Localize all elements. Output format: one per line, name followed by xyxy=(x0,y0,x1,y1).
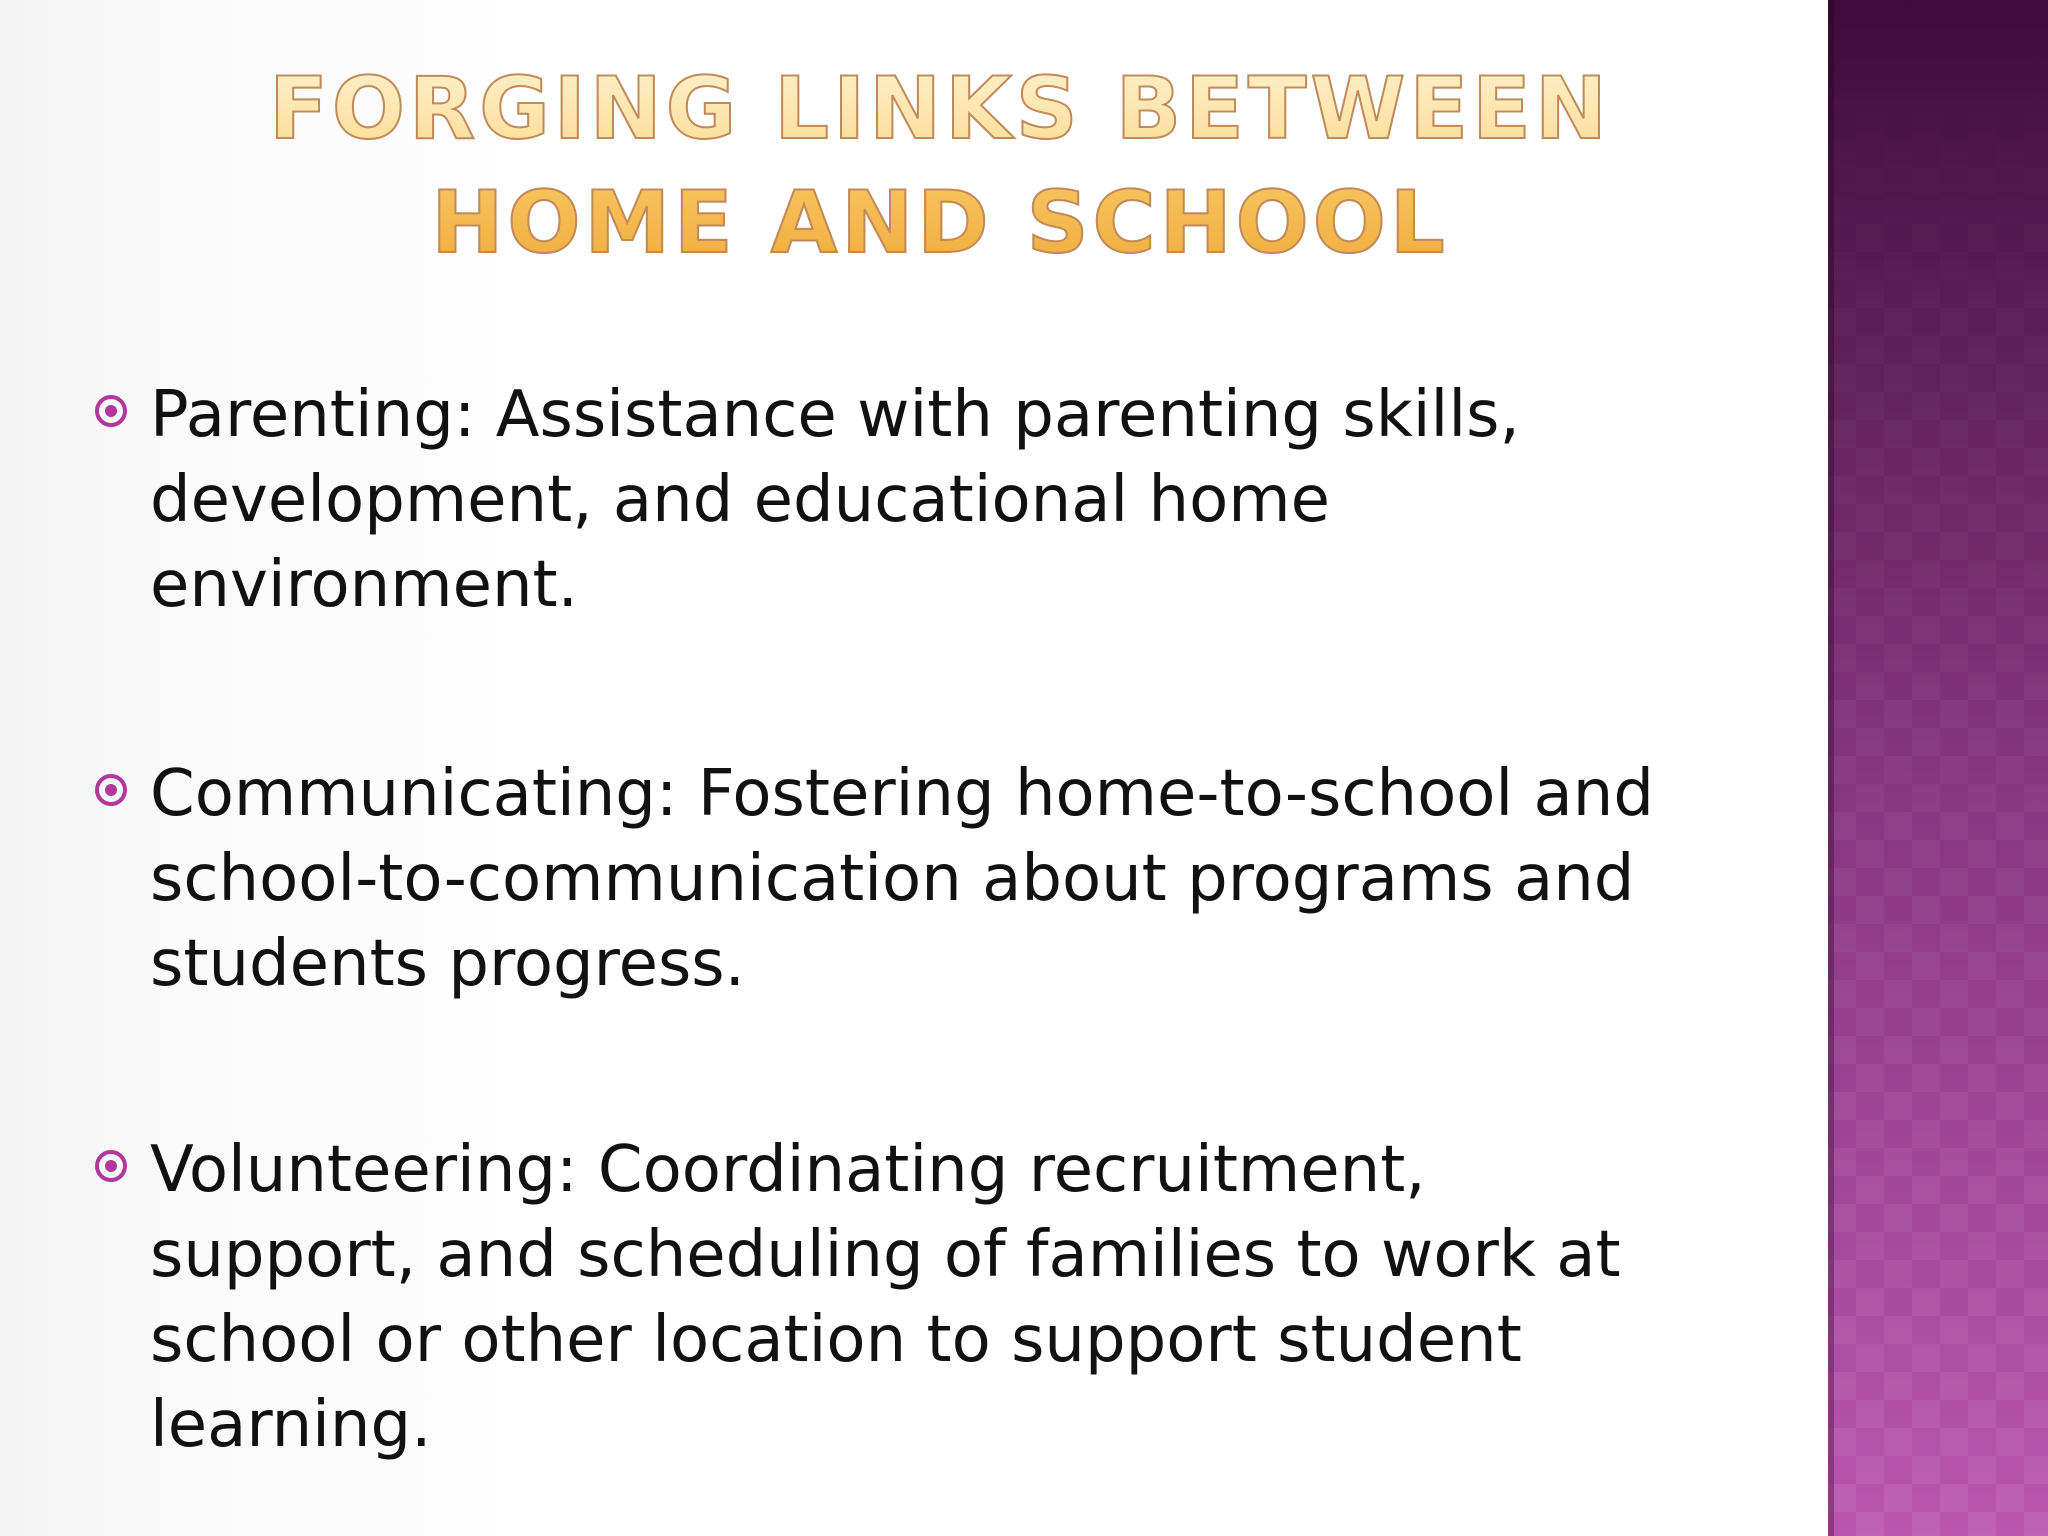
bullet-circle-icon xyxy=(95,395,127,427)
diamond-pattern xyxy=(1828,0,2048,1536)
bullet-circle-icon xyxy=(95,1150,127,1182)
slide-title: FORGING LINKS BETWEEN HOME AND SCHOOL xyxy=(130,52,1750,280)
bullet-circle-icon xyxy=(95,774,127,806)
bullet-text: Volunteering: Coordinating recruitment, support, and scheduling of families to work at school or other location to support student learning. xyxy=(150,1133,1621,1462)
decorative-side-band xyxy=(1828,0,2048,1536)
bullet-text: Communicating: Fostering home-to-school and school-to-communication about programs and students progress. xyxy=(150,757,1654,1001)
side-band-edge xyxy=(1828,0,1834,1536)
bullet-text: Parenting: Assistance with parenting skills, development, and educational home environment. xyxy=(150,378,1520,622)
